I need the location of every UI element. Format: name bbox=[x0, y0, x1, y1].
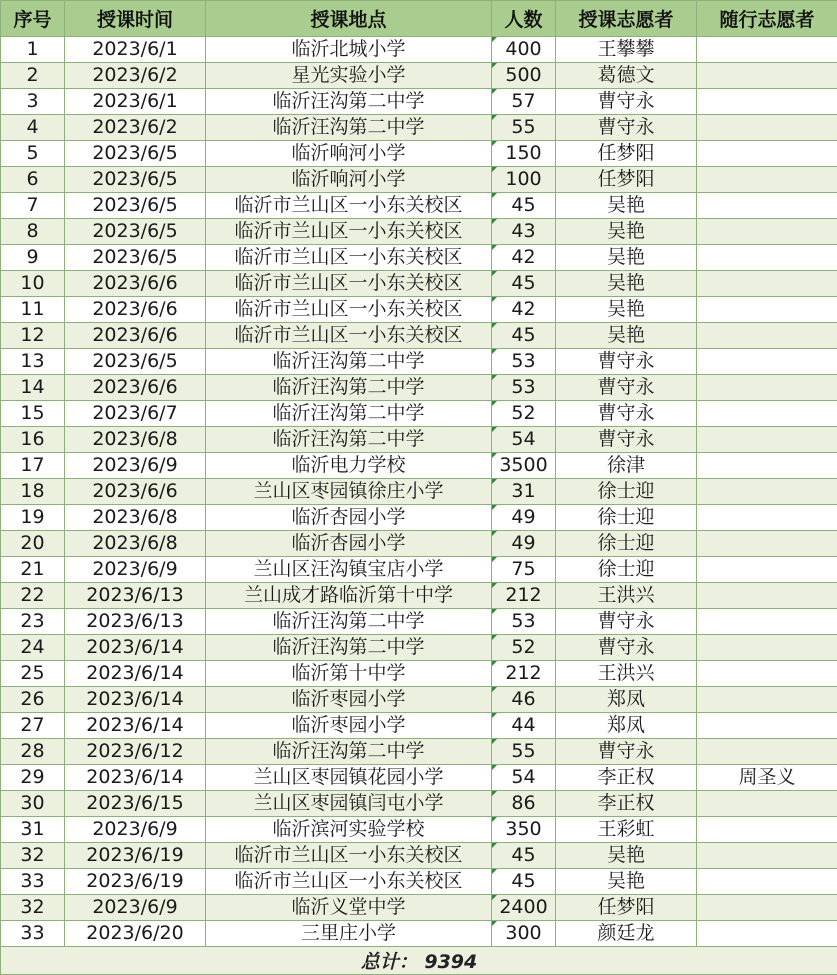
cell-volunteer[interactable]: 徐士迎 bbox=[556, 531, 697, 557]
cell-location[interactable]: 临沂汪沟第二中学 bbox=[206, 635, 492, 661]
cell-location[interactable]: 临沂杏园小学 bbox=[206, 531, 492, 557]
cell-location[interactable]: 星光实验小学 bbox=[206, 63, 492, 89]
cell-count[interactable]: 53 bbox=[492, 375, 556, 401]
cell-seq[interactable]: 5 bbox=[1, 141, 65, 167]
table-row bbox=[1, 739, 837, 765]
cell-location[interactable]: 临沂响河小学 bbox=[206, 167, 492, 193]
cell-count[interactable]: 52 bbox=[492, 401, 556, 427]
cell-location[interactable]: 临沂汪沟第二中学 bbox=[206, 401, 492, 427]
cell-volunteer[interactable]: 曹守永 bbox=[556, 609, 697, 635]
cell-count[interactable]: 49 bbox=[492, 531, 556, 557]
cell-seq[interactable]: 18 bbox=[1, 479, 65, 505]
cell-date[interactable]: 2023/6/9 bbox=[65, 895, 206, 921]
cell-date[interactable]: 2023/6/13 bbox=[65, 583, 206, 609]
cell-companion[interactable] bbox=[697, 375, 837, 401]
cell-volunteer[interactable]: 葛德文 bbox=[556, 63, 697, 89]
cell-seq[interactable]: 4 bbox=[1, 115, 65, 141]
table-row bbox=[1, 63, 837, 89]
table-row bbox=[1, 583, 837, 609]
table-row bbox=[1, 635, 837, 661]
cell-location[interactable]: 临沂响河小学 bbox=[206, 141, 492, 167]
cell-date[interactable]: 2023/6/6 bbox=[65, 323, 206, 349]
cell-companion[interactable] bbox=[697, 583, 837, 609]
cell-count[interactable]: 2400 bbox=[492, 895, 556, 921]
cell-volunteer[interactable]: 郑凤 bbox=[556, 713, 697, 739]
cell-date[interactable]: 2023/6/5 bbox=[65, 141, 206, 167]
cell-volunteer[interactable]: 曹守永 bbox=[556, 115, 697, 141]
cell-companion[interactable] bbox=[697, 531, 837, 557]
cell-volunteer[interactable]: 曹守永 bbox=[556, 89, 697, 115]
table-row bbox=[1, 271, 837, 297]
cell-date[interactable]: 2023/6/5 bbox=[65, 167, 206, 193]
cell-count[interactable]: 300 bbox=[492, 921, 556, 947]
cell-companion[interactable] bbox=[697, 635, 837, 661]
table-body bbox=[1, 37, 837, 947]
cell-seq[interactable]: 14 bbox=[1, 375, 65, 401]
cell-companion[interactable] bbox=[697, 141, 837, 167]
cell-companion[interactable] bbox=[697, 557, 837, 583]
cell-companion[interactable] bbox=[697, 63, 837, 89]
cell-volunteer[interactable]: 王攀攀 bbox=[556, 37, 697, 63]
cell-companion[interactable] bbox=[697, 791, 837, 817]
cell-companion[interactable] bbox=[697, 895, 837, 921]
cell-volunteer[interactable]: 吴艳 bbox=[556, 843, 697, 869]
cell-date[interactable]: 2023/6/9 bbox=[65, 817, 206, 843]
cell-count[interactable]: 350 bbox=[492, 817, 556, 843]
table-row bbox=[1, 661, 837, 687]
cell-volunteer[interactable]: 吴艳 bbox=[556, 323, 697, 349]
cell-location[interactable]: 临沂汪沟第二中学 bbox=[206, 89, 492, 115]
cell-location[interactable]: 临沂义堂中学 bbox=[206, 895, 492, 921]
header-row bbox=[1, 1, 837, 37]
cell-volunteer[interactable]: 李正权 bbox=[556, 765, 697, 791]
cell-seq[interactable]: 32 bbox=[1, 895, 65, 921]
cell-location[interactable]: 临沂汪沟第二中学 bbox=[206, 739, 492, 765]
cell-seq[interactable]: 29 bbox=[1, 765, 65, 791]
table-row bbox=[1, 245, 837, 271]
table-row bbox=[1, 219, 837, 245]
cell-companion[interactable] bbox=[697, 921, 837, 947]
cell-seq[interactable]: 6 bbox=[1, 167, 65, 193]
cell-count[interactable]: 55 bbox=[492, 739, 556, 765]
cell-companion[interactable] bbox=[697, 843, 837, 869]
cell-companion[interactable] bbox=[697, 479, 837, 505]
cell-location[interactable]: 兰山区枣园镇闫屯小学 bbox=[206, 791, 492, 817]
cell-seq[interactable]: 26 bbox=[1, 687, 65, 713]
cell-date[interactable]: 2023/6/20 bbox=[65, 921, 206, 947]
cell-date[interactable]: 2023/6/15 bbox=[65, 791, 206, 817]
header-seq[interactable]: 序号 bbox=[1, 1, 65, 37]
cell-seq[interactable]: 25 bbox=[1, 661, 65, 687]
cell-seq[interactable]: 7 bbox=[1, 193, 65, 219]
cell-date[interactable]: 2023/6/7 bbox=[65, 401, 206, 427]
cell-count[interactable]: 31 bbox=[492, 479, 556, 505]
cell-location[interactable]: 三里庄小学 bbox=[206, 921, 492, 947]
cell-companion[interactable] bbox=[697, 193, 837, 219]
table-row bbox=[1, 843, 837, 869]
cell-location[interactable]: 兰山成才路临沂第十中学 bbox=[206, 583, 492, 609]
table-row bbox=[1, 895, 837, 921]
cell-location[interactable]: 临沂市兰山区一小东关校区 bbox=[206, 323, 492, 349]
cell-count[interactable]: 45 bbox=[492, 323, 556, 349]
header-date[interactable]: 授课时间 bbox=[65, 1, 206, 37]
cell-count[interactable]: 45 bbox=[492, 193, 556, 219]
cell-count[interactable]: 46 bbox=[492, 687, 556, 713]
cell-volunteer[interactable]: 曹守永 bbox=[556, 739, 697, 765]
cell-date[interactable]: 2023/6/14 bbox=[65, 687, 206, 713]
cell-location[interactable]: 临沂滨河实验学校 bbox=[206, 817, 492, 843]
cell-location[interactable]: 临沂杏园小学 bbox=[206, 505, 492, 531]
cell-companion[interactable] bbox=[697, 713, 837, 739]
cell-date[interactable]: 2023/6/8 bbox=[65, 531, 206, 557]
cell-volunteer[interactable]: 王洪兴 bbox=[556, 661, 697, 687]
cell-date[interactable]: 2023/6/6 bbox=[65, 479, 206, 505]
cell-date[interactable]: 2023/6/5 bbox=[65, 219, 206, 245]
cell-volunteer[interactable]: 曹守永 bbox=[556, 349, 697, 375]
table-row bbox=[1, 453, 837, 479]
cell-volunteer[interactable]: 李正权 bbox=[556, 791, 697, 817]
header-volunteer[interactable]: 授课志愿者 bbox=[556, 1, 697, 37]
cell-companion[interactable] bbox=[697, 115, 837, 141]
cell-seq[interactable]: 28 bbox=[1, 739, 65, 765]
cell-location[interactable]: 临沂市兰山区一小东关校区 bbox=[206, 869, 492, 895]
cell-count[interactable]: 53 bbox=[492, 349, 556, 375]
table-row bbox=[1, 37, 837, 63]
cell-companion[interactable] bbox=[697, 167, 837, 193]
table-row bbox=[1, 401, 837, 427]
cell-seq[interactable]: 31 bbox=[1, 817, 65, 843]
cell-date[interactable]: 2023/6/8 bbox=[65, 427, 206, 453]
table-row bbox=[1, 505, 837, 531]
cell-date[interactable]: 2023/6/1 bbox=[65, 89, 206, 115]
cell-seq[interactable]: 20 bbox=[1, 531, 65, 557]
cell-companion[interactable] bbox=[697, 609, 837, 635]
cell-companion[interactable] bbox=[697, 89, 837, 115]
cell-volunteer[interactable]: 王洪兴 bbox=[556, 583, 697, 609]
cell-seq[interactable]: 32 bbox=[1, 843, 65, 869]
cell-volunteer[interactable]: 徐士迎 bbox=[556, 479, 697, 505]
cell-location[interactable]: 兰山区枣园镇花园小学 bbox=[206, 765, 492, 791]
table-row bbox=[1, 115, 837, 141]
cell-count[interactable]: 54 bbox=[492, 427, 556, 453]
cell-volunteer[interactable]: 王彩虹 bbox=[556, 817, 697, 843]
table-row bbox=[1, 791, 837, 817]
cell-location[interactable]: 临沂汪沟第二中学 bbox=[206, 349, 492, 375]
cell-volunteer[interactable]: 曹守永 bbox=[556, 635, 697, 661]
cell-companion[interactable] bbox=[697, 245, 837, 271]
cell-seq[interactable]: 21 bbox=[1, 557, 65, 583]
cell-volunteer[interactable]: 颜廷龙 bbox=[556, 921, 697, 947]
cell-date[interactable]: 2023/6/19 bbox=[65, 869, 206, 895]
cell-date[interactable]: 2023/6/9 bbox=[65, 557, 206, 583]
table-row bbox=[1, 297, 837, 323]
table-row bbox=[1, 531, 837, 557]
cell-count[interactable]: 43 bbox=[492, 219, 556, 245]
cell-seq[interactable]: 33 bbox=[1, 869, 65, 895]
cell-volunteer[interactable]: 徐士迎 bbox=[556, 505, 697, 531]
cell-location[interactable]: 临沂市兰山区一小东关校区 bbox=[206, 219, 492, 245]
table-row bbox=[1, 89, 837, 115]
cell-count[interactable]: 3500 bbox=[492, 453, 556, 479]
cell-seq[interactable]: 2 bbox=[1, 63, 65, 89]
cell-companion[interactable] bbox=[697, 323, 837, 349]
cell-companion[interactable] bbox=[697, 505, 837, 531]
cell-companion[interactable] bbox=[697, 37, 837, 63]
cell-count[interactable]: 500 bbox=[492, 63, 556, 89]
cell-volunteer[interactable]: 徐士迎 bbox=[556, 557, 697, 583]
cell-companion[interactable] bbox=[697, 401, 837, 427]
cell-count[interactable]: 52 bbox=[492, 635, 556, 661]
cell-volunteer[interactable]: 郑凤 bbox=[556, 687, 697, 713]
cell-location[interactable]: 临沂第十中学 bbox=[206, 661, 492, 687]
cell-seq[interactable]: 1 bbox=[1, 37, 65, 63]
cell-location[interactable]: 临沂电力学校 bbox=[206, 453, 492, 479]
cell-seq[interactable]: 24 bbox=[1, 635, 65, 661]
cell-seq[interactable]: 17 bbox=[1, 453, 65, 479]
cell-date[interactable]: 2023/6/6 bbox=[65, 375, 206, 401]
table-row bbox=[1, 427, 837, 453]
cell-volunteer[interactable]: 徐津 bbox=[556, 453, 697, 479]
cell-date[interactable]: 2023/6/14 bbox=[65, 765, 206, 791]
cell-count[interactable]: 86 bbox=[492, 791, 556, 817]
cell-seq[interactable]: 23 bbox=[1, 609, 65, 635]
cell-location[interactable]: 临沂市兰山区一小东关校区 bbox=[206, 843, 492, 869]
cell-companion[interactable] bbox=[697, 869, 837, 895]
cell-location[interactable]: 临沂市兰山区一小东关校区 bbox=[206, 297, 492, 323]
table-row bbox=[1, 349, 837, 375]
cell-volunteer[interactable]: 曹守永 bbox=[556, 401, 697, 427]
cell-date[interactable]: 2023/6/5 bbox=[65, 245, 206, 271]
table-row bbox=[1, 817, 837, 843]
cell-date[interactable]: 2023/6/2 bbox=[65, 115, 206, 141]
cell-seq[interactable]: 16 bbox=[1, 427, 65, 453]
table-row bbox=[1, 869, 837, 895]
cell-location[interactable]: 临沂市兰山区一小东关校区 bbox=[206, 271, 492, 297]
cell-volunteer[interactable]: 吴艳 bbox=[556, 271, 697, 297]
table-row bbox=[1, 713, 837, 739]
cell-count[interactable]: 55 bbox=[492, 115, 556, 141]
header-location[interactable]: 授课地点 bbox=[206, 1, 492, 37]
cell-count[interactable]: 45 bbox=[492, 869, 556, 895]
cell-location[interactable]: 兰山区汪沟镇宝店小学 bbox=[206, 557, 492, 583]
cell-companion[interactable]: 周圣义 bbox=[697, 765, 837, 791]
cell-count[interactable]: 44 bbox=[492, 713, 556, 739]
cell-volunteer[interactable]: 任梦阳 bbox=[556, 141, 697, 167]
cell-count[interactable]: 75 bbox=[492, 557, 556, 583]
cell-companion[interactable] bbox=[697, 427, 837, 453]
cell-seq[interactable]: 27 bbox=[1, 713, 65, 739]
cell-location[interactable]: 临沂北城小学 bbox=[206, 37, 492, 63]
cell-count[interactable]: 49 bbox=[492, 505, 556, 531]
cell-count[interactable]: 45 bbox=[492, 271, 556, 297]
table-row bbox=[1, 141, 837, 167]
cell-seq[interactable]: 22 bbox=[1, 583, 65, 609]
header-count[interactable]: 人数 bbox=[492, 1, 556, 37]
table-row bbox=[1, 921, 837, 947]
cell-volunteer[interactable]: 任梦阳 bbox=[556, 167, 697, 193]
cell-date[interactable]: 2023/6/6 bbox=[65, 271, 206, 297]
cell-volunteer[interactable]: 吴艳 bbox=[556, 297, 697, 323]
table-row bbox=[1, 765, 837, 791]
cell-date[interactable]: 2023/6/1 bbox=[65, 37, 206, 63]
cell-count[interactable]: 54 bbox=[492, 765, 556, 791]
cell-location[interactable]: 兰山区枣园镇徐庄小学 bbox=[206, 479, 492, 505]
cell-volunteer[interactable]: 任梦阳 bbox=[556, 895, 697, 921]
cell-date[interactable]: 2023/6/8 bbox=[65, 505, 206, 531]
table-row bbox=[1, 687, 837, 713]
cell-companion[interactable] bbox=[697, 297, 837, 323]
cell-count[interactable]: 53 bbox=[492, 609, 556, 635]
cell-volunteer[interactable]: 吴艳 bbox=[556, 869, 697, 895]
cell-location[interactable]: 临沂汪沟第二中学 bbox=[206, 609, 492, 635]
cell-seq[interactable]: 13 bbox=[1, 349, 65, 375]
cell-seq[interactable]: 11 bbox=[1, 297, 65, 323]
cell-count[interactable]: 45 bbox=[492, 843, 556, 869]
cell-count[interactable]: 42 bbox=[492, 245, 556, 271]
cell-companion[interactable] bbox=[697, 453, 837, 479]
cell-location[interactable]: 临沂市兰山区一小东关校区 bbox=[206, 193, 492, 219]
cell-seq[interactable]: 19 bbox=[1, 505, 65, 531]
cell-seq[interactable]: 30 bbox=[1, 791, 65, 817]
cell-seq[interactable]: 33 bbox=[1, 921, 65, 947]
cell-seq[interactable]: 10 bbox=[1, 271, 65, 297]
cell-count[interactable]: 212 bbox=[492, 661, 556, 687]
table-row bbox=[1, 167, 837, 193]
cell-count[interactable]: 57 bbox=[492, 89, 556, 115]
cell-seq[interactable]: 9 bbox=[1, 245, 65, 271]
cell-companion[interactable] bbox=[697, 687, 837, 713]
cell-volunteer[interactable]: 吴艳 bbox=[556, 193, 697, 219]
cell-location[interactable]: 临沂枣园小学 bbox=[206, 713, 492, 739]
table-row bbox=[1, 193, 837, 219]
cell-count[interactable]: 42 bbox=[492, 297, 556, 323]
cell-volunteer[interactable]: 吴艳 bbox=[556, 219, 697, 245]
cell-date[interactable]: 2023/6/14 bbox=[65, 713, 206, 739]
cell-companion[interactable] bbox=[697, 817, 837, 843]
cell-count[interactable]: 150 bbox=[492, 141, 556, 167]
cell-location[interactable]: 临沂市兰山区一小东关校区 bbox=[206, 245, 492, 271]
header-companion[interactable]: 随行志愿者 bbox=[697, 1, 837, 37]
cell-volunteer[interactable]: 吴艳 bbox=[556, 245, 697, 271]
table-row bbox=[1, 479, 837, 505]
cell-date[interactable]: 2023/6/19 bbox=[65, 843, 206, 869]
cell-location[interactable]: 临沂汪沟第二中学 bbox=[206, 375, 492, 401]
cell-companion[interactable] bbox=[697, 661, 837, 687]
cell-count[interactable]: 212 bbox=[492, 583, 556, 609]
total-row bbox=[1, 947, 837, 975]
cell-date[interactable]: 2023/6/5 bbox=[65, 193, 206, 219]
cell-location[interactable]: 临沂枣园小学 bbox=[206, 687, 492, 713]
cell-date[interactable]: 2023/6/2 bbox=[65, 63, 206, 89]
cell-companion[interactable] bbox=[697, 271, 837, 297]
cell-date[interactable]: 2023/6/5 bbox=[65, 349, 206, 375]
cell-volunteer[interactable]: 曹守永 bbox=[556, 375, 697, 401]
cell-companion[interactable] bbox=[697, 739, 837, 765]
table-row bbox=[1, 557, 837, 583]
cell-date[interactable]: 2023/6/14 bbox=[65, 661, 206, 687]
cell-count[interactable]: 100 bbox=[492, 167, 556, 193]
cell-location[interactable]: 临沂汪沟第二中学 bbox=[206, 427, 492, 453]
table-row bbox=[1, 609, 837, 635]
table-row bbox=[1, 323, 837, 349]
table-row bbox=[1, 375, 837, 401]
cell-seq[interactable]: 8 bbox=[1, 219, 65, 245]
cell-seq[interactable]: 12 bbox=[1, 323, 65, 349]
cell-location[interactable]: 临沂汪沟第二中学 bbox=[206, 115, 492, 141]
cell-count[interactable]: 400 bbox=[492, 37, 556, 63]
cell-seq[interactable]: 3 bbox=[1, 89, 65, 115]
cell-date[interactable]: 2023/6/6 bbox=[65, 297, 206, 323]
cell-date[interactable]: 2023/6/12 bbox=[65, 739, 206, 765]
cell-companion[interactable] bbox=[697, 349, 837, 375]
cell-date[interactable]: 2023/6/13 bbox=[65, 609, 206, 635]
cell-date[interactable]: 2023/6/14 bbox=[65, 635, 206, 661]
cell-volunteer[interactable]: 曹守永 bbox=[556, 427, 697, 453]
cell-seq[interactable]: 15 bbox=[1, 401, 65, 427]
total-cell[interactable]: 总计： 9394 bbox=[1, 947, 837, 975]
cell-companion[interactable] bbox=[697, 219, 837, 245]
cell-date[interactable]: 2023/6/9 bbox=[65, 453, 206, 479]
